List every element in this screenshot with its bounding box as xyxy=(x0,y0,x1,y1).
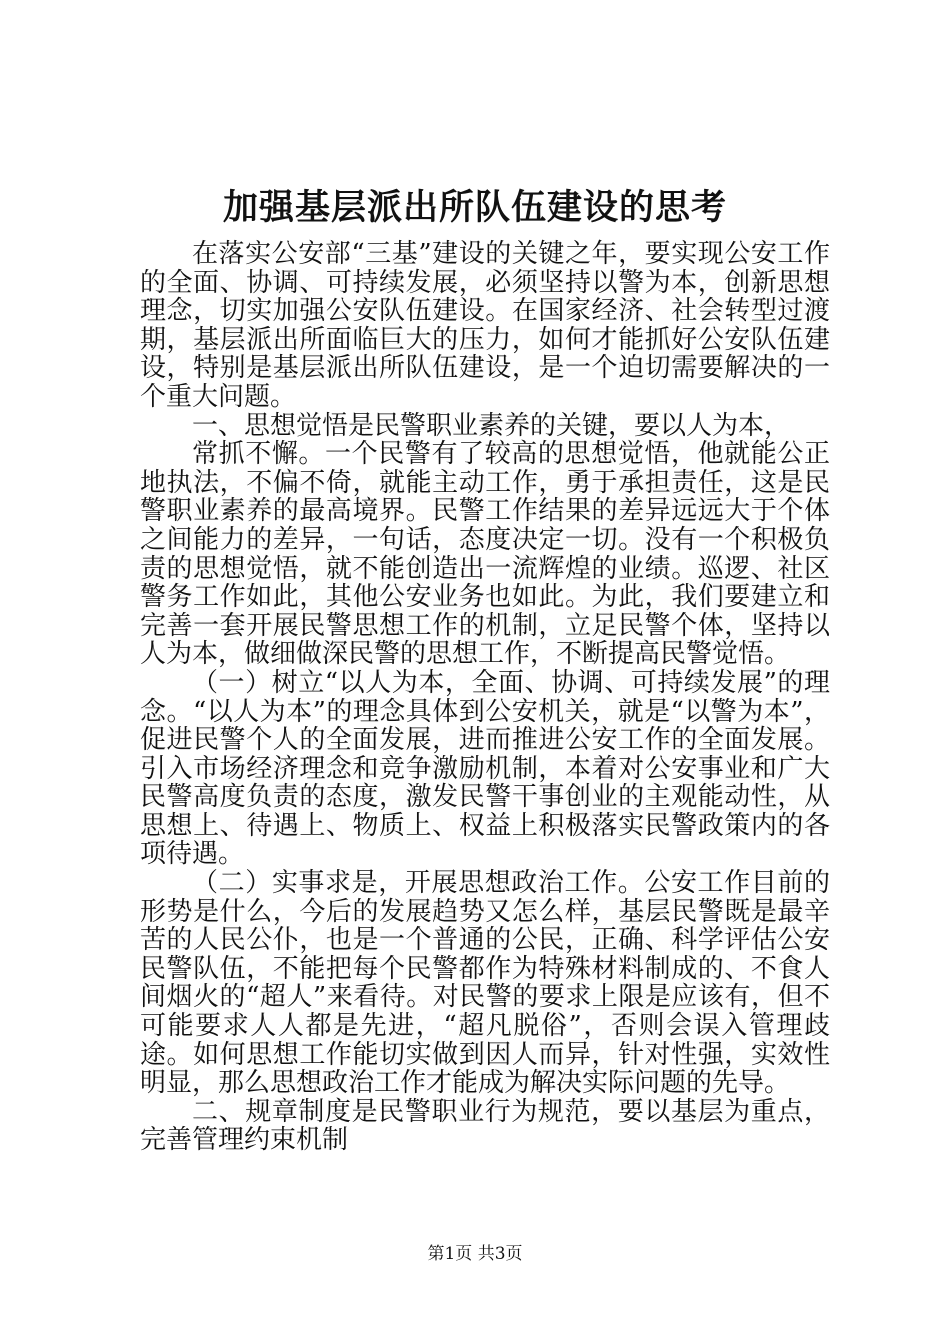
paragraph-intro: 在落实公安部“三基”建设的关键之年，要实现公安工作的全面、协调、可持续发展，必须坚持以警为本，创新思想理念，切实加强公安队伍建设。在国家经济、社会转型过渡期，基层派出所面临巨大的压力，如何才能抓好公安队伍建设，特别是基层派出所队伍建设，是一个迫切需要解决的一个重大问题。 xyxy=(140,239,830,412)
paragraph-subsection-2: （二）实事求是，开展思想政治工作。公安工作目前的形势是什么，今后的发展趋势又怎么样，基层民警既是最辛苦的人民公仆，也是一个普通的公民，正确、科学评估公安民警队伍，不能把每个民警都作为特殊材料制成的、不食人间烟火的“超人”来看待。对民警的要求上限是应该有，但不可能要求人人都是先进，“超凡脱俗”，否则会误入管理歧途。如何思想工作能切实做到因人而异，针对性强，实效性明显，那么思想政治工作才能成为解决实际问题的先导。 xyxy=(140,868,830,1099)
paragraph-section-1-body: 常抓不懈。一个民警有了较高的思想觉悟，他就能公正地执法，不偏不倚，就能主动工作，勇于承担责任，这是民警职业素养的最高境界。民警工作结果的差异远远大于个体之间能力的差异，一句话，态度决定一切。没有一个积极负责的思想觉悟，就不能创造出一流辉煌的业绩。巡逻、社区警务工作如此，其他公安业务也如此。为此，我们要建立和完善一套开展民警思想工作的机制，立足民警个体，坚持以人为本，做细做深民警的思想工作，不断提高民警觉悟。 xyxy=(140,439,830,670)
paragraph-subsection-1: （一）树立“以人为本，全面、协调、可持续发展”的理念。“以人为本”的理念具体到公安机关，就是“以警为本”，促进民警个人的全面发展，进而推进公安工作的全面发展。引入市场经济理念和竞争激励机制，本着对公安事业和广大民警高度负责的态度，激发民警干事创业的主观能动性，从思想上、待遇上、物质上、权益上积极落实民警政策内的各项待遇。 xyxy=(140,667,830,870)
page-number-footer: 第1页 共3页 xyxy=(427,1244,523,1264)
paragraph-section-1-heading: 一、思想觉悟是民警职业素养的关键，要以人为本， xyxy=(192,410,791,441)
document-body xyxy=(140,240,830,1155)
document-title: 加强基层派出所队伍建设的思考 xyxy=(222,187,727,228)
paragraph-section-2-heading: 二、规章制度是民警职业行为规范，要以基层为重点，完善管理约束机制 xyxy=(140,1096,830,1156)
